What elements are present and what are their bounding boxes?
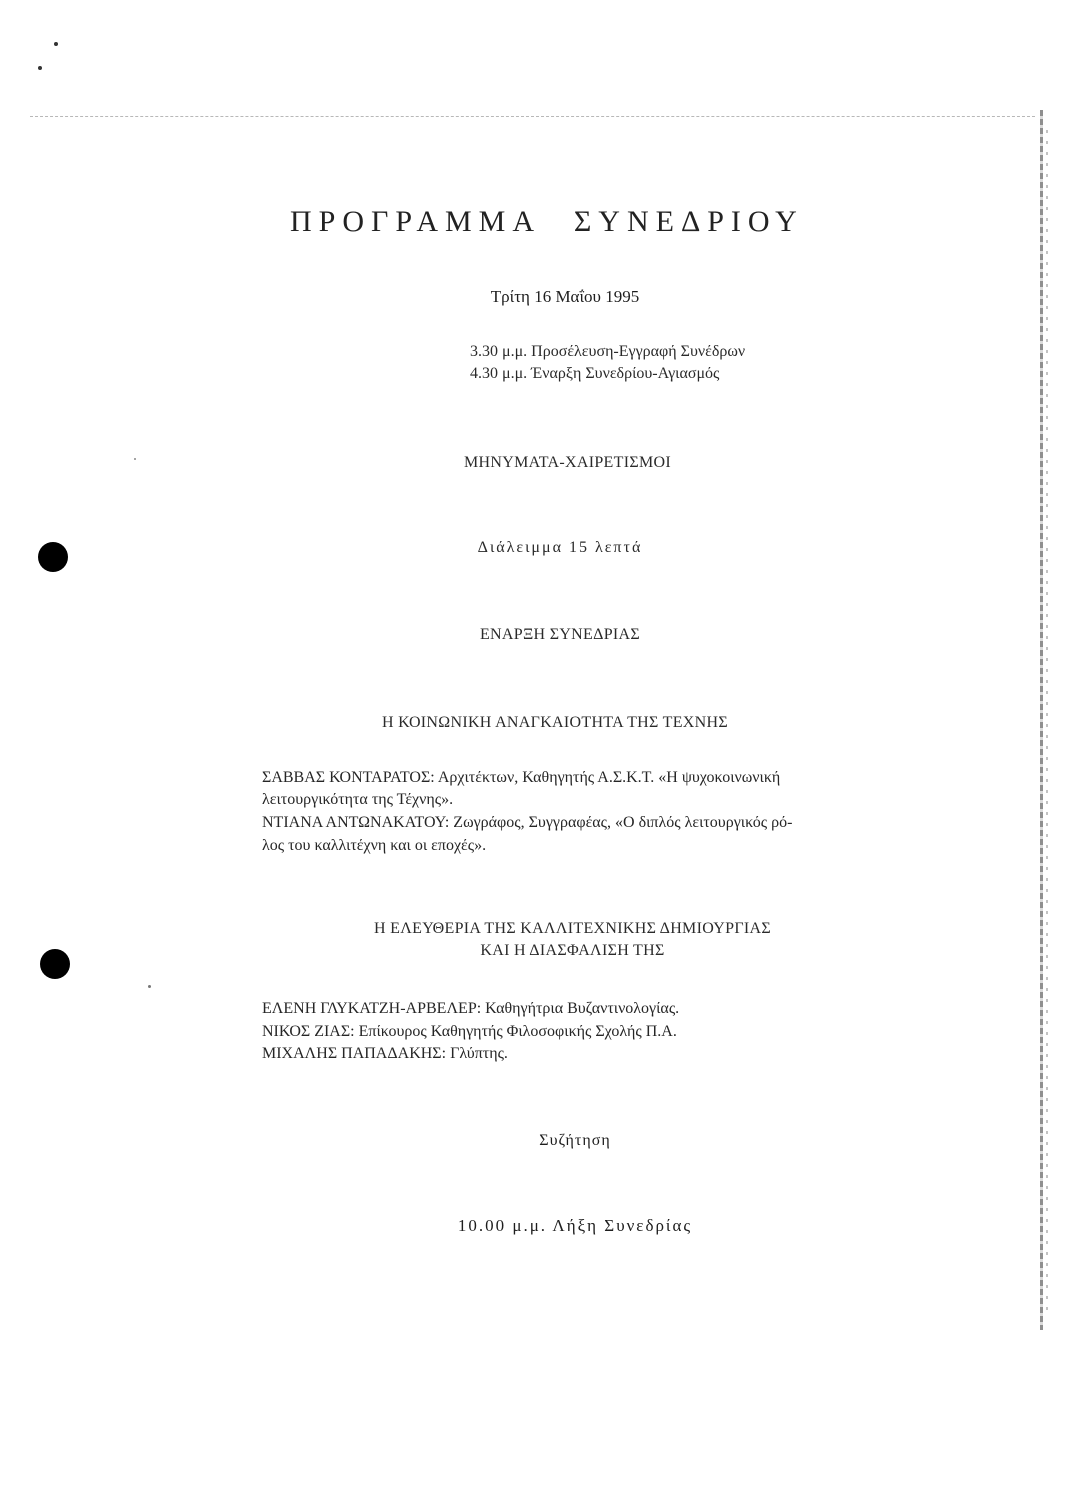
schedule-item: 3.30 μ.μ. Προσέλευση-Εγγραφή Συνέδρων — [470, 343, 746, 360]
speaker-line: ΕΛΕΝΗ ΓΛΥΚΑΤΖΗ-ΑΡΒΕΛΕΡ: Καθηγήτρια Βυζαντινολογίας. — [262, 1000, 680, 1017]
session-opening-heading: ΕΝΑΡΞΗ ΣΥΝΕΔΡΙΑΣ — [479, 626, 640, 643]
speaker-line: ΣΑΒΒΑΣ ΚΟΝΤΑΡΑΤΟΣ: Αρχιτέκτων, Καθηγητής Α.Σ.Κ.Τ. «Η ψυχοκοινωνική — [262, 769, 781, 786]
event-date: Τρίτη 16 Μαΐου 1995 — [490, 287, 640, 306]
speaker-line: λειτουργικότητα της Τέχνης». — [262, 791, 454, 808]
scan-speck — [38, 66, 42, 70]
greetings-heading: ΜΗΝΥΜΑΤΑ-ΧΑΙΡΕΤΙΣΜΟΙ — [464, 454, 671, 471]
speaker-line: λος του καλλιτέχνη και οι εποχές». — [262, 837, 487, 854]
speaker-line: ΝΤΙΑΝΑ ΑΝΤΩΝΑΚΑΤΟΥ: Ζωγράφος, Συγγραφέας, «Ο διπλός λειτουργικός ρό- — [262, 814, 793, 831]
document-title: ΠΡΟΓΡΑΜΜΑ ΣΥΝΕΔΡΙΟΥ — [290, 205, 804, 238]
session2-heading-line2: ΚΑΙ Η ΔΙΑΣΦΑΛΙΣΗ ΤΗΣ — [480, 942, 665, 959]
scan-speck — [54, 42, 58, 46]
speaker-line: ΝΙΚΟΣ ΖΙΑΣ: Επίκουρος Καθηγητής Φιλοσοφικής Σχολής Π.Α. — [262, 1023, 677, 1040]
break-heading: Διάλειμμα 15 λεπτά — [477, 539, 643, 556]
session2-heading-line1: Η ΕΛΕΥΘΕΡΙΑ ΤΗΣ ΚΑΛΛΙΤΕΧΝΙΚΗΣ ΔΗΜΙΟΥΡΓΙΑΣ — [374, 920, 771, 937]
schedule-item: 4.30 μ.μ. Έναρξη Συνεδρίου-Αγιασμός — [470, 365, 720, 382]
session1-heading: Η ΚΟΙΝΩΝΙΚΗ ΑΝΑΓΚΑΙΟΤΗΤΑ ΤΗΣ ΤΕΧΝΗΣ — [382, 714, 728, 731]
scan-speck — [148, 985, 151, 988]
discussion-heading: Συζήτηση — [539, 1132, 611, 1149]
scan-edge-line — [30, 116, 1035, 117]
speaker-line: ΜΙΧΑΛΗΣ ΠΑΠΑΔΑΚΗΣ: Γλύπτης. — [262, 1045, 508, 1062]
closing-time: 10.00 μ.μ. Λήξη Συνεδρίας — [457, 1216, 693, 1235]
